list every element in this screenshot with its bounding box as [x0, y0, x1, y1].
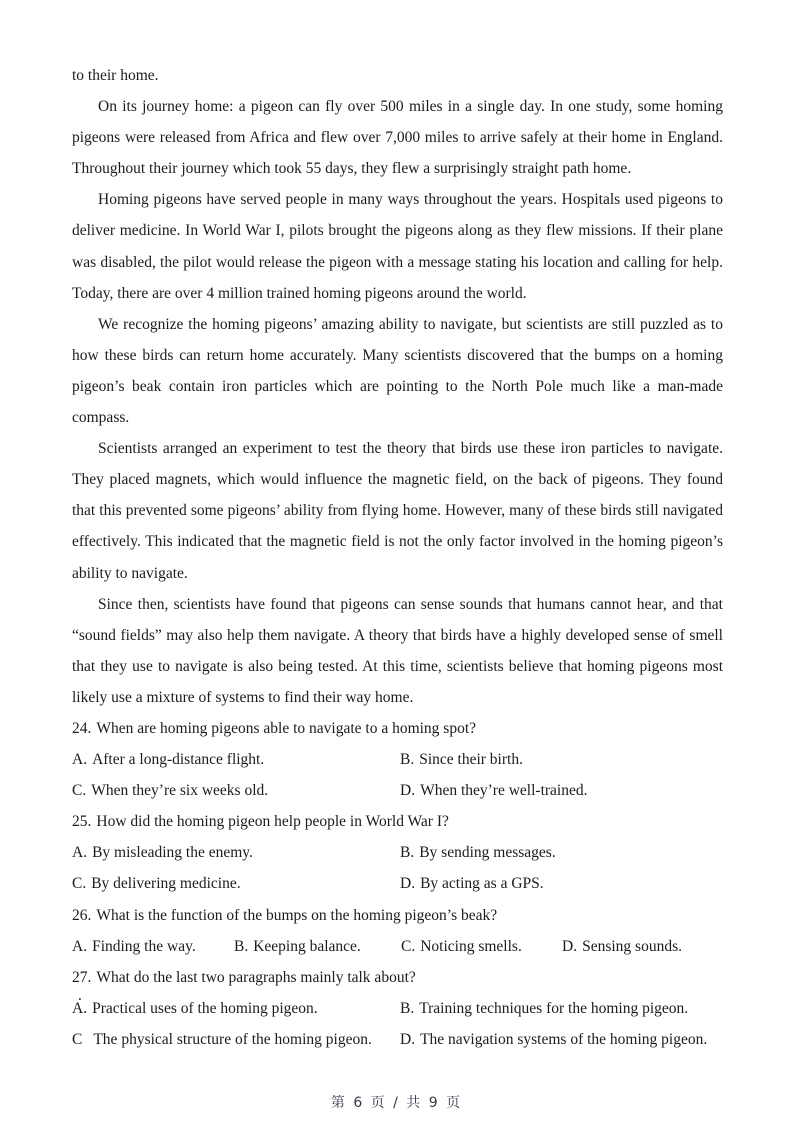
option-text: When they’re six weeks old. — [91, 782, 269, 800]
option-24-a — [72, 744, 400, 775]
option-26-c — [401, 931, 562, 962]
passage-paragraph: On its journey home: a pigeon can fly over 500 miles in a single day. In one study, some homing pigeons were released from Africa and flew over 7,000 miles to arrive safely at their home in England. Throughout their journey which took 55 days, they flew a surprisingly straight path home. — [72, 98, 723, 178]
option-text: Practical uses of the homing pigeon. — [92, 999, 318, 1017]
stray-period-artifact: . — [78, 987, 82, 1004]
option-label: C. — [72, 875, 87, 893]
option-text: When they’re well-trained. — [420, 782, 588, 800]
option-text: By acting as a GPS. — [420, 875, 544, 893]
option-text: Since their birth. — [419, 751, 523, 769]
option-text: Training techniques for the homing pigeon. — [419, 999, 689, 1017]
question-number: 24. — [72, 719, 92, 737]
option-text: By delivering medicine. — [91, 875, 241, 893]
option-label: A. — [72, 844, 88, 862]
options-row — [72, 837, 723, 868]
option-label: B. — [400, 751, 415, 769]
question-number: 25. — [72, 813, 92, 831]
option-label: D. — [400, 1030, 416, 1048]
option-text: Noticing smells. — [420, 937, 522, 955]
option-text: The physical structure of the homing pigeon. — [93, 1030, 372, 1048]
passage-paragraph: Homing pigeons have served people in many ways throughout the years. Hospitals used pigeons to deliver medicine. In World War I, pilots brought the pigeons along as they flew missions. If their plane was disabled, the pilot would release the pigeon with a message stating his location and calling for help. Today, there are over 4 million trained homing pigeons around the world. — [72, 191, 723, 302]
option-label: C. — [401, 937, 416, 955]
passage-paragraph-continuation: to their home. — [72, 67, 159, 84]
options-row — [72, 744, 723, 775]
option-25-c — [72, 868, 400, 899]
question-25-stem — [72, 806, 723, 837]
question-number: 26. — [72, 906, 92, 924]
passage-paragraph: Since then, scientists have found that pigeons can sense sounds that humans cannot hear, and that “sound fields” may also help them navigate. A theory that birds have a highly developed sense of smell that they use to navigate is also being tested. At this time, scientists believe that homing pigeons most likely use a mixture of systems to find their way home. — [72, 595, 723, 706]
option-text: By misleading the enemy. — [92, 844, 253, 862]
option-24-c — [72, 775, 400, 806]
question-27-stem — [72, 962, 723, 993]
option-text: After a long-distance flight. — [92, 751, 265, 769]
question-24-stem — [72, 713, 723, 744]
option-26-d — [562, 931, 723, 962]
question-26 — [72, 900, 723, 962]
option-label: C. — [72, 782, 87, 800]
options-row — [72, 993, 723, 1024]
page-number-footer: 第 6 页 / 共 9 页 — [330, 1095, 463, 1111]
option-label: D. — [400, 875, 416, 893]
option-27-d — [400, 1024, 723, 1055]
page-content — [72, 60, 723, 1055]
passage-paragraph: We recognize the homing pigeons’ amazing ability to navigate, but scientists are still puzzled as to how these birds can return home accurately. Many scientists discovered that the bumps on a homing pigeon’s beak contain iron particles which are pointing to the North Pole much like a man-made compass. — [72, 315, 723, 427]
option-25-d — [400, 868, 723, 899]
option-text: Sensing sounds. — [582, 937, 682, 955]
question-text: What do the last two paragraphs mainly talk about? — [96, 968, 416, 986]
option-text: Finding the way. — [92, 937, 196, 955]
option-24-b — [400, 744, 723, 775]
options-row — [72, 775, 723, 806]
question-26-stem — [72, 900, 723, 931]
options-row — [72, 1024, 723, 1055]
option-27-b — [400, 993, 723, 1024]
question-text: How did the homing pigeon help people in World War I? — [96, 813, 449, 831]
option-text: The navigation systems of the homing pigeon. — [420, 1030, 708, 1048]
passage-paragraph: Scientists arranged an experiment to test the theory that birds use these iron particles to navigate. They placed magnets, which would influence the magnetic field, on the back of pigeons. They found that this prevented some pigeons’ ability from flying home. However, many of these birds still navigated effectively. This indicated that the magnetic field is not the only factor involved in the homing pigeon’s ability to navigate. — [72, 440, 723, 582]
option-label: D. — [400, 782, 416, 800]
option-text: Keeping balance. — [253, 937, 361, 955]
question-24 — [72, 713, 723, 806]
question-number: 27. — [72, 968, 92, 986]
option-25-a — [72, 837, 400, 868]
question-25 — [72, 806, 723, 899]
option-24-d — [400, 775, 723, 806]
options-row — [72, 931, 723, 962]
option-label: B. — [400, 844, 415, 862]
options-row — [72, 868, 723, 899]
option-text: By sending messages. — [419, 844, 556, 862]
option-label: D. — [562, 937, 578, 955]
option-label: B. — [400, 999, 415, 1017]
option-label: A. — [72, 751, 88, 769]
option-label: B. — [234, 937, 249, 955]
question-27 — [72, 962, 723, 1055]
option-27-c — [72, 1024, 400, 1055]
option-25-b — [400, 837, 723, 868]
option-label: A. — [72, 999, 88, 1017]
question-text: When are homing pigeons able to navigate to a homing spot? — [96, 719, 477, 737]
question-text: What is the function of the bumps on the homing pigeon’s beak? — [96, 906, 498, 924]
option-label: A. — [72, 937, 88, 955]
option-26-b — [234, 931, 401, 962]
option-label: C — [72, 1030, 83, 1048]
option-26-a — [72, 931, 234, 962]
option-27-a — [72, 993, 400, 1024]
